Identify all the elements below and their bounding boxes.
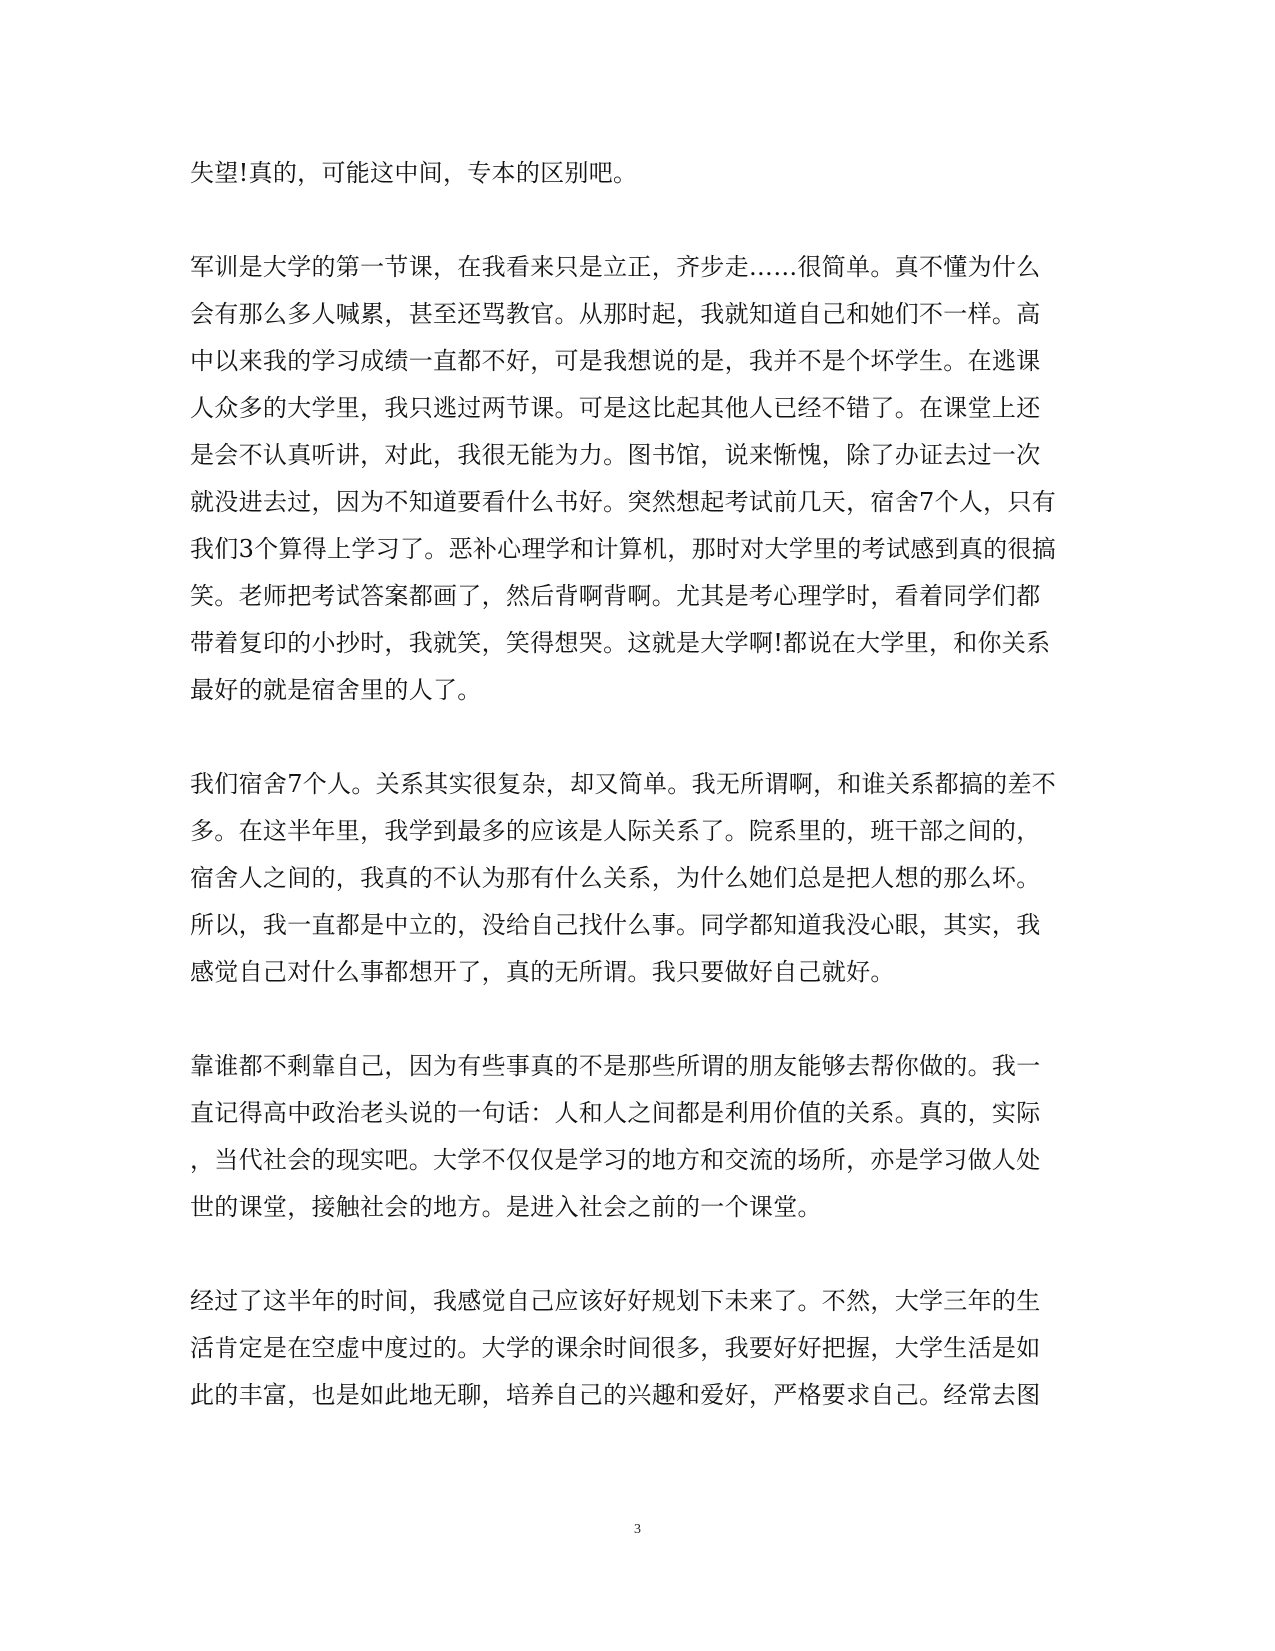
text-line: 靠谁都不剩靠自己，因为有些事真的不是那些所谓的朋友能够去帮你做的。我一 [190, 1052, 1041, 1080]
text-line: 失望!真的，可能这中间，专本的区别吧。 [190, 159, 638, 187]
paragraph-2 [190, 244, 1090, 714]
text-line: 军训是大学的第一节课，在我看来只是立正，齐步走……很简单。真不懂为什么 [190, 253, 1041, 281]
text-line: 我们3个算得上学习了。恶补心理学和计算机，那时对大学里的考试感到真的很搞 [190, 535, 1057, 563]
text-line: 所以，我一直都是中立的，没给自己找什么事。同学都知道我没心眼，其实，我 [190, 911, 1041, 939]
text-line: 中以来我的学习成绩一直都不好，可是我想说的是，我并不是个坏学生。在逃课 [190, 347, 1041, 375]
text-line: 多。在这半年里，我学到最多的应该是人际关系了。院系里的，班干部之间的， [190, 817, 1041, 845]
text-line: 感觉自己对什么事都想开了，真的无所谓。我只要做好自己就好。 [190, 958, 895, 986]
text-line: 我们宿舍7个人。关系其实很复杂，却又简单。我无所谓啊，和谁关系都搞的差不 [190, 770, 1057, 798]
text-line: 经过了这半年的时间，我感觉自己应该好好规划下未来了。不然，大学三年的生 [190, 1287, 1041, 1315]
paragraph-4 [190, 1043, 1090, 1231]
paragraph-5 [190, 1278, 1090, 1419]
page-number: 3 [634, 1522, 641, 1537]
text-line: 是会不认真听讲，对此，我很无能为力。图书馆，说来惭愧，除了办证去过一次 [190, 441, 1041, 469]
paragraph-3 [190, 761, 1090, 996]
text-line: 活肯定是在空虚中度过的。大学的课余时间很多，我要好好把握，大学生活是如 [190, 1334, 1041, 1362]
body-text [190, 150, 1090, 1466]
text-line: 就没进去过，因为不知道要看什么书好。突然想起考试前几天，宿舍7个人，只有 [190, 488, 1057, 516]
text-line: 带着复印的小抄时，我就笑，笑得想哭。这就是大学啊!都说在大学里，和你关系 [190, 629, 1051, 657]
text-line: 会有那么多人喊累，甚至还骂教官。从那时起，我就知道自己和她们不一样。高 [190, 300, 1041, 328]
text-line: 世的课堂，接触社会的地方。是进入社会之前的一个课堂。 [190, 1193, 822, 1221]
text-line: 最好的就是宿舍里的人了。 [190, 676, 482, 704]
text-line: 此的丰富，也是如此地无聊，培养自己的兴趣和爱好，严格要求自己。经常去图 [190, 1381, 1041, 1409]
text-line: ，当代社会的现实吧。大学不仅仅是学习的地方和交流的场所，亦是学习做人处 [190, 1146, 1041, 1174]
text-line: 笑。老师把考试答案都画了，然后背啊背啊。尤其是考心理学时，看着同学们都 [190, 582, 1041, 610]
text-line: 人众多的大学里，我只逃过两节课。可是这比起其他人已经不错了。在课堂上还 [190, 394, 1041, 422]
text-line: 直记得高中政治老头说的一句话：人和人之间都是利用价值的关系。真的，实际 [190, 1099, 1041, 1127]
paragraph-1 [190, 150, 1090, 197]
text-line: 宿舍人之间的，我真的不认为那有什么关系，为什么她们总是把人想的那么坏。 [190, 864, 1041, 892]
